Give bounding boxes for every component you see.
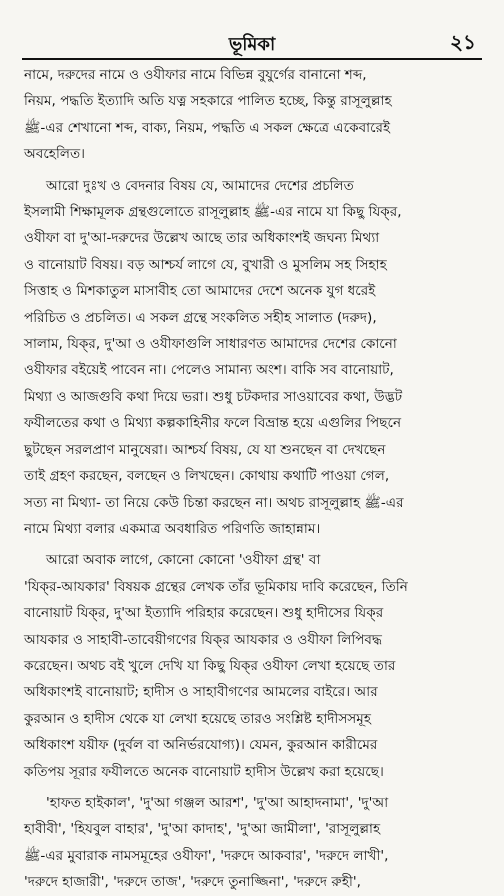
text-line: ফযীলতের কথা ও মিথ্যা কল্পকাহিনীর ফলে বিভ্রান্ত হয়ে এগুলির পিছনে <box>24 415 402 432</box>
text-line: ওযীফা বা দু'আ-দরুদের উল্লেখ আছে তার অধিকাংশই জঘন্য মিথ্যা <box>24 230 380 247</box>
page-number: ২১ <box>450 30 476 54</box>
paragraph <box>24 173 478 543</box>
text-line: আরো দুঃখ ও বেদনার বিষয় যে, আমাদের দেশের প্রচলিত <box>46 177 354 194</box>
text-line: সিত্তাহ ও মিশকাতুল মাসাবীহ তো আমাদের দেশে অনেক যুগ ধরেই <box>24 283 376 300</box>
text-line: ও বানোয়াট বিষয়। বড় আশ্চর্য লাগে যে, বুখারী ও মুসলিম সহ সিহাহ <box>24 256 387 273</box>
header-rule <box>22 58 482 60</box>
text-line: ছুটছেন সরলপ্রাণ মানুষেরা। আশ্চর্য বিষয়, যে যা শুনছেন বা দেখছেন <box>24 441 386 458</box>
text-line: সালাম, যিক্‌র, দু'আ ও ওযীফাগুলি সাধারণত আমাদের দেশের কোনো <box>24 336 397 353</box>
text-line: নিয়ম, পদ্ধতি ইত্যাদি অতি যত্ন সহকারে পালিত হচ্ছে, কিন্তু রাসূলুল্লাহ <box>24 93 392 110</box>
text-line: আযকার ও সাহাবী-তাবেয়ীগণের যিক্‌র আযকার ও ওযীফা লিপিবদ্ধ <box>24 631 382 648</box>
text-line: সত্য না মিথ্যা- তা নিয়ে কেউ চিন্তা করছেন না। অথচ রাসূলুল্লাহ ﷺ-এর <box>24 494 404 511</box>
text-line: কুরআন ও হাদীস থেকে যা লেখা হয়েছে তারও সংশ্লিষ্ট হাদীসসমূহ <box>24 710 371 727</box>
chapter-title: ভূমিকা <box>228 34 276 55</box>
text-line: পরিচিত ও প্রচলিত। এ সকল গ্রন্থে সংকলিত সহীহ সালাত (দরুদ), <box>24 309 377 326</box>
text-line: কতিপয় সূরার ফযীলতে অনেক বানোয়াট হাদীস উল্লেখ করা হয়েছে। <box>24 763 384 780</box>
text-line: তাই গ্রহণ করছেন, বলছেন ও লিখছেন। কোথায় কথাটি পাওয়া গেল, <box>24 468 390 485</box>
text-line: মিথ্যা ও আজগুবি কথা দিয়ে ভরা। শুধু চটকদার সাওয়াবের কথা, উদ্ভট <box>24 388 403 405</box>
text-line: হাবীবী', 'হিযবুল বাহার', 'দু'আ কাদাহ', 'দু'আ জামীলা', 'রাসূলুল্লাহ <box>24 821 381 838</box>
text-line: করেছেন। অথচ বই খুলে দেখি যা কিছু যিক্‌র ওযীফা লেখা হয়েছে তার <box>24 657 396 674</box>
text-line: অধিকাংশ যয়ীফ (দুর্বল বা অনির্ভরযোগ্য)। যেমন, কুরআন কারীমের <box>24 737 378 754</box>
paragraph <box>24 62 478 168</box>
text-line: অধিকাংশই বানোয়াট; হাদীস ও সাহাবীগণের আমলের বাইরে। আর <box>24 684 378 701</box>
paragraph <box>24 547 478 785</box>
text-line: আরো অবাক লাগে, কোনো কোনো 'ওযীফা গ্রন্থ' বা <box>46 552 321 569</box>
text-line: অবহেলিত। <box>24 146 86 163</box>
text-line: নামে, দরুদের নামে ও ওযীফার নামে বিভিন্ন বুযুর্গের বানানো শব্দ, <box>24 67 367 83</box>
text-line: 'যিক্‌র-আযকার' বিষয়ক গ্রন্থের লেখক তাঁর ভূমিকায় দাবি করেছেন, তিনি <box>24 578 408 595</box>
paragraph <box>24 790 478 896</box>
page-header <box>22 26 482 60</box>
text-line: ﷺ-এর শেখানো শব্দ, বাক্য, নিয়ম, পদ্ধতি এ সকল ক্ষেত্রে একেবারেই <box>24 119 391 136</box>
text-line: নামে মিথ্যা বলার একমাত্র অবধারিত পরিণতি জাহান্নাম। <box>24 520 321 537</box>
body-text <box>24 62 478 891</box>
text-line: 'দরুদে হাজারী', 'দরুদে তাজ', 'দরুদে তুনাজ্জিনা', 'দরুদে রুহী', <box>24 874 361 891</box>
text-line: ওযীফার বইয়েই পাবেন না। পেলেও সামান্য অংশ। বাকি সব বানোয়াট, <box>24 362 394 379</box>
text-line: বানোয়াট যিক্‌র, দু'আ ইত্যাদি পরিহার করেছেন। শুধু হাদীসের যিক্‌র <box>24 605 384 622</box>
text-line: ইসলামী শিক্ষামূলক গ্রন্থগুলোতে রাসূলুল্লাহ ﷺ-এর নামে যা কিছু যিক্‌র, <box>24 204 402 221</box>
text-line: 'হাফত হাইকাল', 'দু'আ গঞ্জল আরশ', 'দু'আ আহাদনামা', 'দু'আ <box>46 794 389 811</box>
text-line: ﷺ-এর মুবারাক নামসমূহের ওযীফা', 'দরুদে আকবার', 'দরুদে লাখী', <box>24 847 389 864</box>
